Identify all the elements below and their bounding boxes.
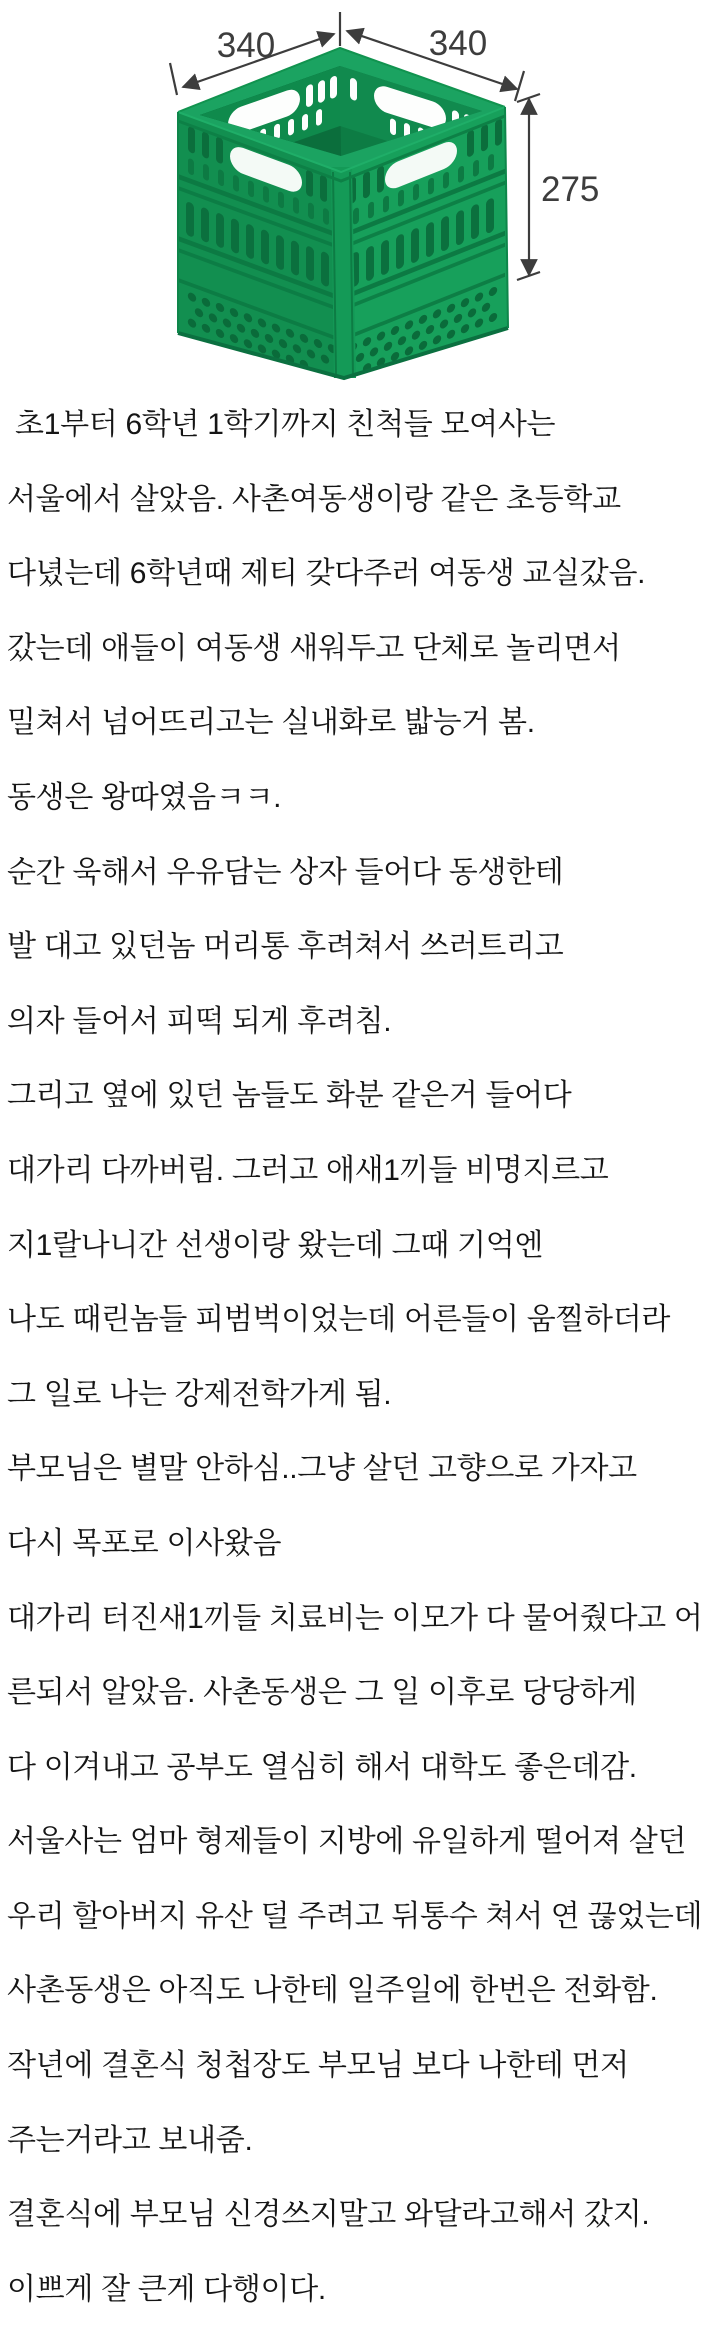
text-line: 밀쳐서 넘어뜨리고는 실내화로 밟능거 봄.: [7, 706, 535, 740]
dimension-label-top-right: 340: [428, 24, 488, 63]
text-line: 다녔는데 6학년때 제티 갖다주러 여동생 교실갔음.: [7, 557, 646, 591]
text-line: 우리 할아버지 유산 덜 주려고 뒤통수 쳐서 연 끊었는데: [7, 1899, 703, 1933]
text-line: 이쁘게 잘 큰게 다행이다.: [7, 2272, 326, 2306]
text-line: 지1랄나니간 선생이랑 왔는데 그때 기억엔: [7, 1228, 544, 1262]
crate-illustration: [0, 0, 720, 396]
text-line: 다 이겨내고 공부도 열심히 해서 대학도 좋은데감.: [7, 1750, 637, 1784]
dimension-label-top-left: 340: [216, 26, 276, 65]
text-line: 동생은 왕따였음ㅋㅋ.: [7, 780, 282, 814]
text-line: 발 대고 있던놈 머리통 후려쳐서 쓰러트리고: [7, 930, 564, 964]
text-line: 작년에 결혼식 청첩장도 부모님 보다 나한테 먼저: [7, 2049, 629, 2083]
text-line: 서울사는 엄마 형제들이 지방에 유일하게 떨어져 살던: [7, 1825, 687, 1859]
text-line: 른되서 알았음. 사촌동생은 그 일 이후로 당당하게: [7, 1676, 637, 1710]
text-line: 다시 목포로 이사왔음: [7, 1526, 282, 1560]
text-line: 서울에서 살았음. 사촌여동생이랑 같은 초등학교: [7, 482, 621, 516]
dimension-tick-right: [515, 71, 524, 101]
text-line: 초1부터 6학년 1학기까지 친척들 모여사는: [7, 408, 556, 441]
text-line: 결혼식에 부모님 신경쓰지말고 와달라고해서 갔지.: [7, 2198, 650, 2232]
text-line: 그 일로 나는 강제전학가게 됨.: [7, 1377, 392, 1411]
crate-figure: [0, 0, 720, 396]
post-text: [7, 388, 719, 2327]
text-line: 사촌동생은 아직도 나한테 일주일에 한번은 전화함.: [7, 1974, 658, 2008]
text-line: 갔는데 애들이 여동생 새워두고 단체로 놀리면서: [7, 631, 621, 665]
text-line: 대가리 다까버림. 그러고 애새1끼들 비명지르고: [7, 1153, 609, 1187]
dimension-tick-left: [170, 63, 177, 95]
dimension-label-height: 275: [541, 170, 600, 209]
text-line: 그리고 옆에 있던 놈들도 화분 같은거 들어다: [7, 1079, 572, 1113]
text-line: 나도 때린놈들 피범벅이었는데 어른들이 움찔하더라: [7, 1303, 671, 1337]
text-line: 주는거라고 보내줌.: [7, 2123, 253, 2157]
crate-body: [178, 48, 508, 383]
text-line: 부모님은 별말 안하심..그냥 살던 고향으로 가자고: [7, 1452, 637, 1486]
text-line: 대가리 터진새1끼들 치료비는 이모가 다 물어줬다고 어: [7, 1601, 703, 1635]
text-line: 순간 욱해서 우유담는 상자 들어다 동생한테: [7, 855, 564, 889]
text-line: 의자 들어서 피떡 되게 후려침.: [7, 1004, 392, 1038]
